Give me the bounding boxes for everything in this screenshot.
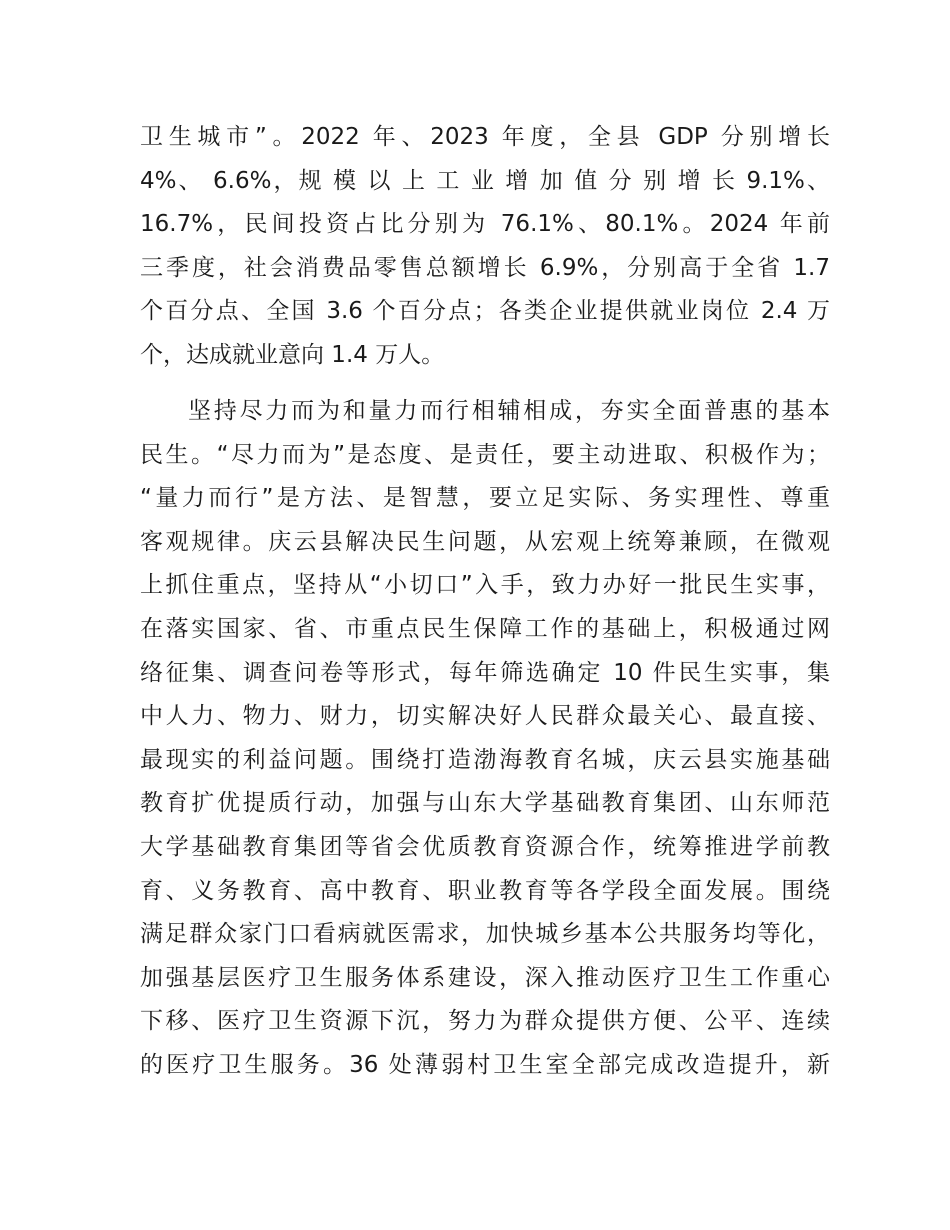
text-line: 三季度，社会消费品零售总额增长 6.9%，分别高于全省 1.7 <box>140 254 830 281</box>
text-line: 坚持尽力而为和量力而行相辅相成，夯实全面普惠的基本 <box>188 398 830 424</box>
text-line: 个，达成就业意向 1.4 万人。 <box>140 341 445 368</box>
text-line: 上抓住重点，坚持从“小切口”入手，致力办好一批民生实事， <box>140 572 830 599</box>
text-line: 满足群众家门口看病就医需求，加快城乡基本公共服务均等化， <box>140 921 830 948</box>
text-line: 加强基层医疗卫生服务体系建设，深入推动医疗卫生工作重心 <box>140 964 830 991</box>
text-line: 民生。“尽力而为”是态度、是责任，要主动进取、积极作为； <box>140 441 830 468</box>
text-line: 客观规律。庆云县解决民生问题，从宏观上统筹兼顾，在微观 <box>140 528 830 555</box>
text-line: 下移、医疗卫生资源下沉，努力为群众提供方便、公平、连续 <box>140 1008 830 1035</box>
paragraph-economy <box>140 116 830 378</box>
text-line: “量力而行”是方法、是智慧，要立足实际、务实理性、尊重 <box>140 485 830 512</box>
text-line: 在落实国家、省、市重点民生保障工作的基础上，积极通过网 <box>140 615 830 642</box>
text-line: 16.7%，民间投资占比分别为 76.1%、80.1%。2024 年前 <box>140 211 830 238</box>
text-line: 个百分点、全国 3.6 个百分点；各类企业提供就业岗位 2.4 万 <box>140 298 830 325</box>
paragraph-livelihood <box>140 390 830 1088</box>
text-line: 的医疗卫生服务。36 处薄弱村卫生室全部完成改造提升，新 <box>140 1051 830 1078</box>
text-line: 育、义务教育、高中教育、职业教育等各学段全面发展。围绕 <box>140 877 830 904</box>
text-line: 中人力、物力、财力，切实解决好人民群众最关心、最直接、 <box>140 703 830 730</box>
text-line: 大学基础教育集团等省会优质教育资源合作，统筹推进学前教 <box>140 833 830 860</box>
text-line: 4%、 6.6%，规 模 以 上 工 业 增 加 值 分 别 增 长 9.1%、 <box>140 167 830 194</box>
text-line: 卫生城市”。2022 年、2023 年度，全县 GDP 分别增长 <box>140 124 830 150</box>
text-line: 络征集、调查问卷等形式，每年筛选确定 10 件民生实事，集 <box>140 659 830 686</box>
text-line: 教育扩优提质行动，加强与山东大学基础教育集团、山东师范 <box>140 790 830 817</box>
text-line: 最现实的利益问题。围绕打造渤海教育名城，庆云县实施基础 <box>140 746 830 773</box>
